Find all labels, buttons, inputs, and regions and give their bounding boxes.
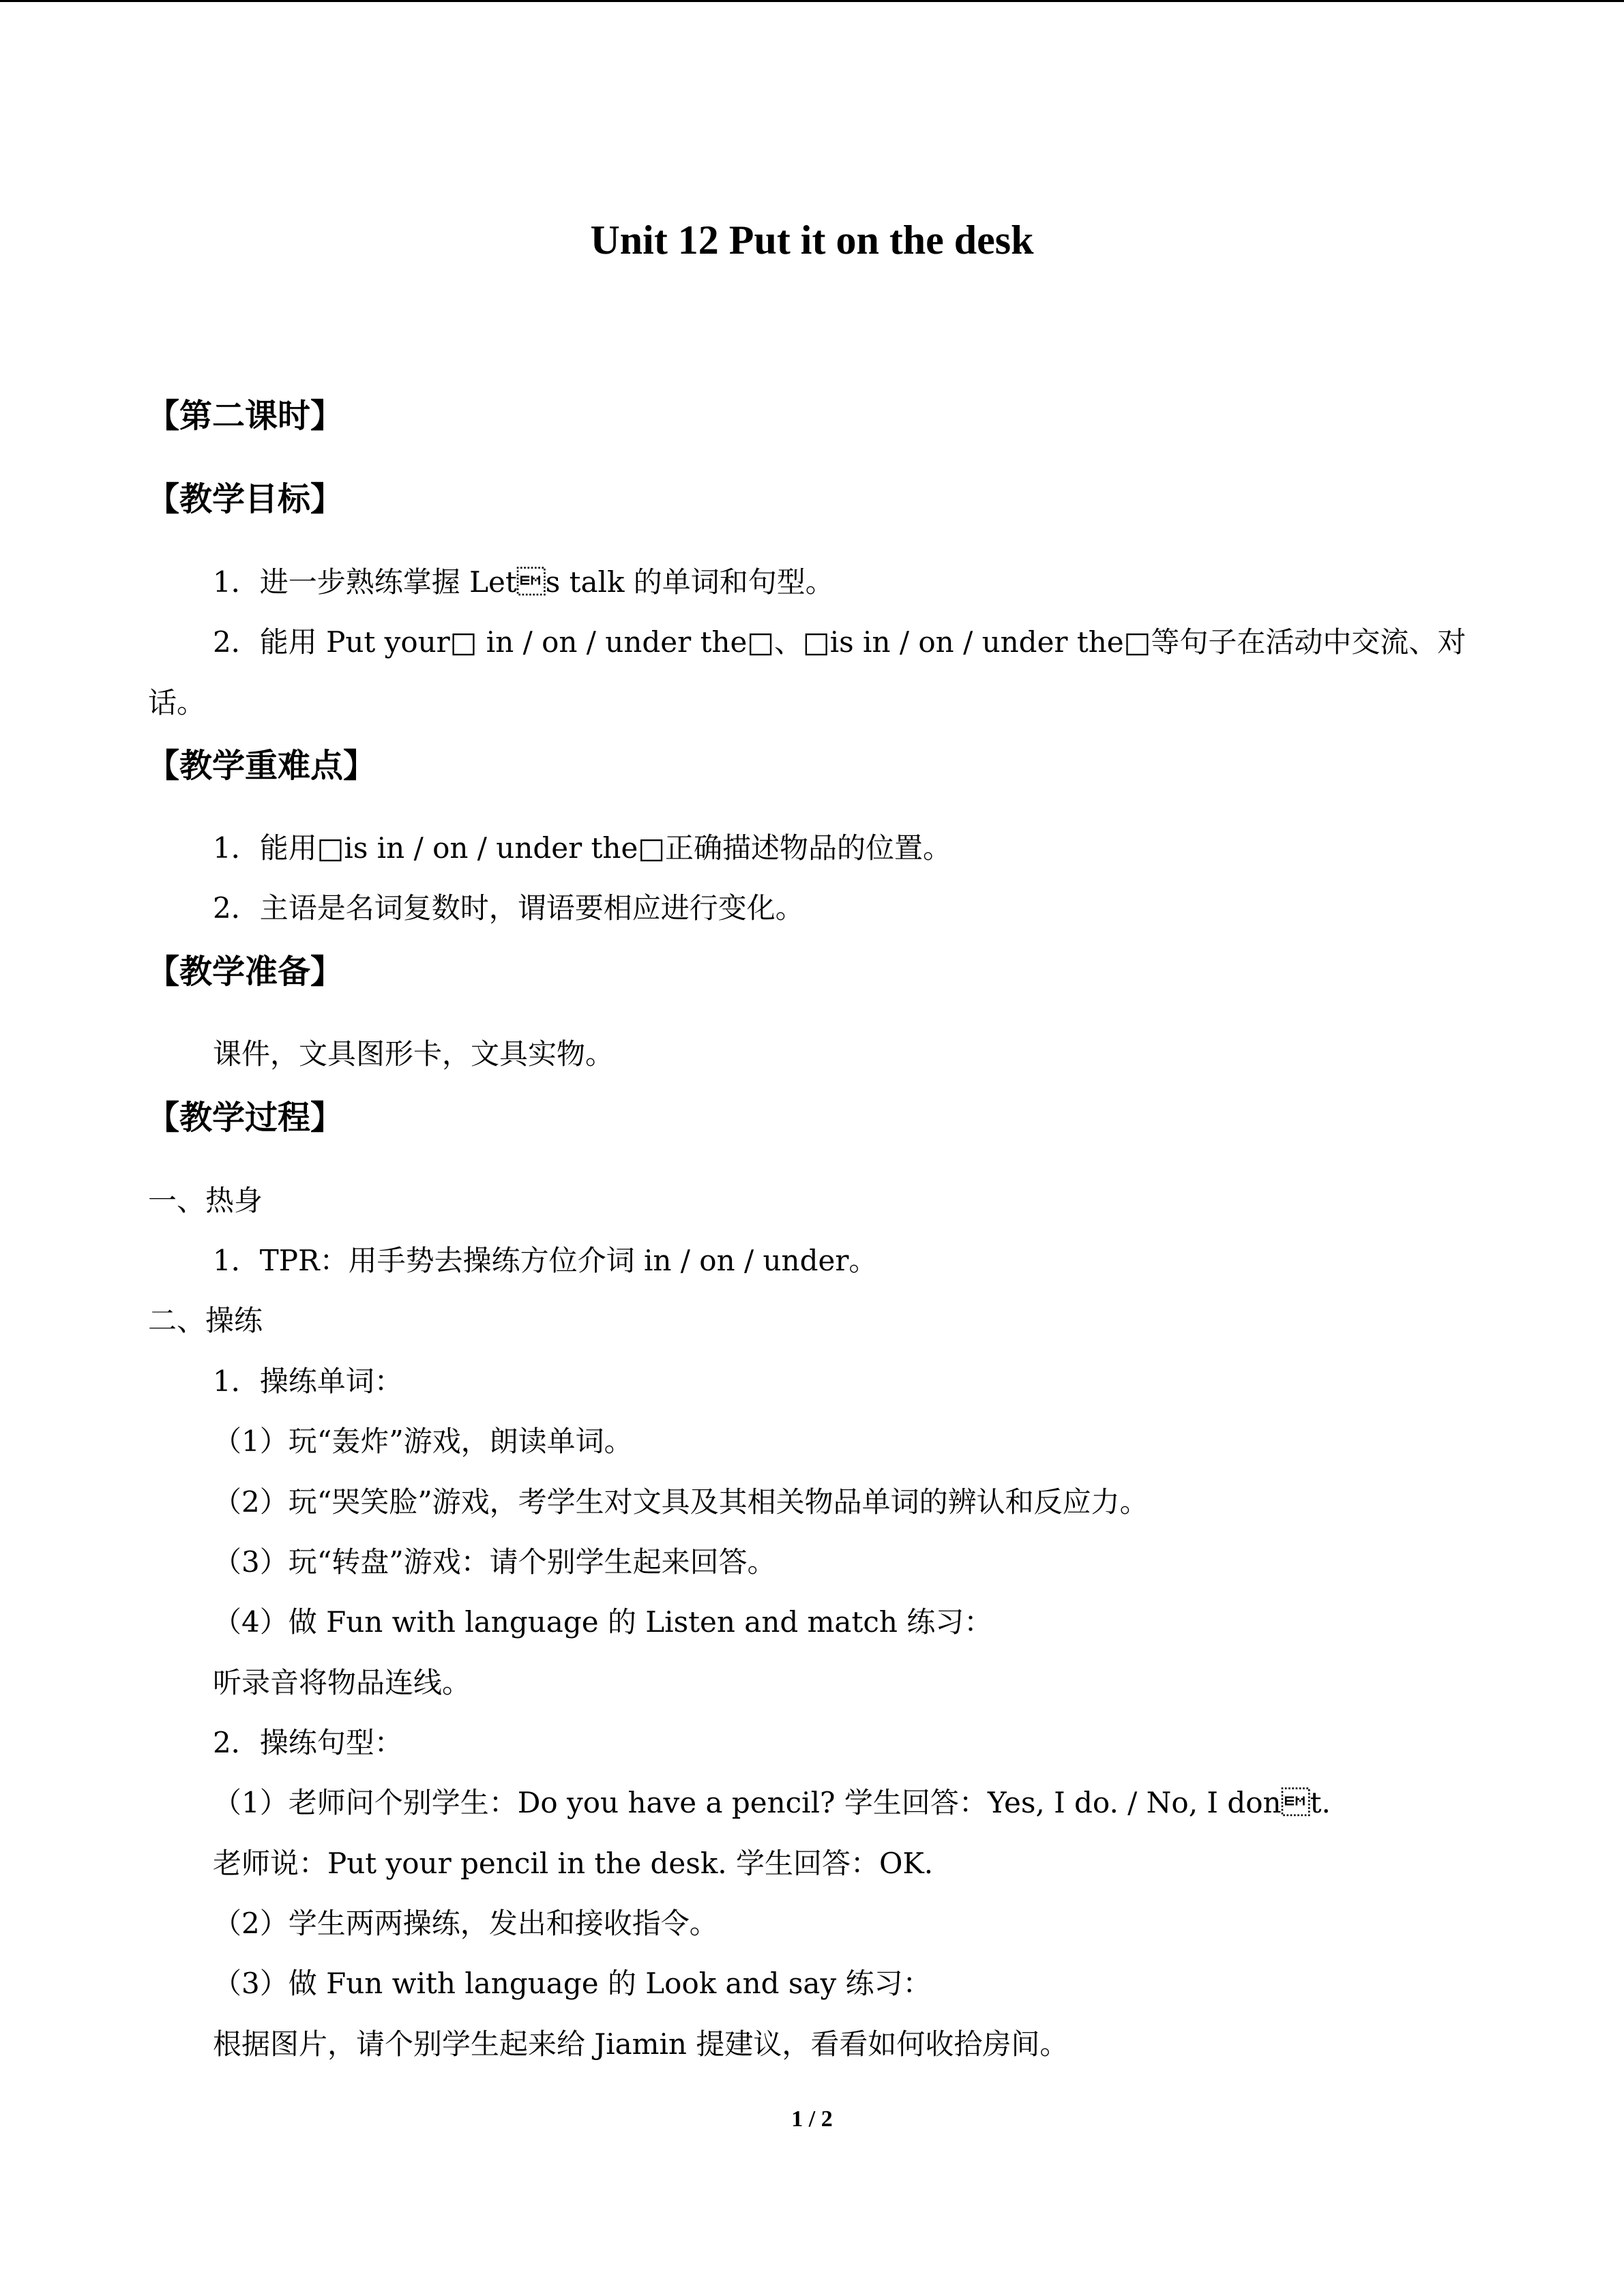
objective-item-2-continuation: 话。 [148, 686, 206, 719]
section-heading-lesson: 【第二课时】 [147, 397, 344, 435]
process-line: （2）学生两两操练，发出和接收指令。 [213, 1907, 718, 1940]
process-line: （1）老师问个别学生：Do you have a pencil? 学生回答：Yes, I do. / No, I dont. [213, 1786, 1331, 1819]
process-line: 1．操练单词： [213, 1365, 403, 1398]
section-heading-objectives: 【教学目标】 [147, 480, 344, 518]
process-line: （2）玩“哭笑脸”游戏，考学生对文具及其相关物品单词的辨认和反应力。 [213, 1485, 1149, 1519]
process-line: （3）做 Fun with language 的 Look and say 练习： [213, 1967, 932, 2000]
section-heading-preparation: 【教学准备】 [147, 953, 344, 991]
process-line: （3）玩“转盘”游戏：请个别学生起来回答。 [213, 1545, 776, 1579]
process-line: 根据图片，请个别学生起来给 Jiamin 提建议，看看如何收拾房间。 [213, 2027, 1069, 2061]
preparation-text: 课件，文具图形卡，文具实物。 [213, 1037, 615, 1071]
process-line: 老师说：Put your pencil in the desk. 学生回答：OK. [213, 1847, 934, 1880]
process-line: （4）做 Fun with language 的 Listen and match 练习： [213, 1605, 993, 1639]
process-step-warmup: 一、热身 [148, 1184, 263, 1217]
process-line: （1）玩“轰炸”游戏，朗读单词。 [213, 1425, 633, 1458]
objective-item-1: 1．进一步熟练掌握 Lets talk 的单词和句型。 [213, 565, 834, 599]
document-title: Unit 12 Put it on the desk [590, 218, 1034, 263]
process-step-practice: 二、操练 [148, 1304, 263, 1337]
key-point-item-2: 2．主语是名词复数时，谓语要相应进行变化。 [213, 891, 804, 925]
section-heading-key-points: 【教学重难点】 [147, 747, 377, 785]
section-heading-process: 【教学过程】 [147, 1099, 344, 1137]
key-point-item-1: 1．能用□is in / on / under the□正确描述物品的位置。 [213, 831, 951, 865]
process-line: 听录音将物品连线。 [213, 1666, 471, 1699]
objective-item-2: 2．能用 Put your□ in / on / under the□、□is in / on / under the□等句子在活动中交流、对 [213, 625, 1466, 659]
process-line: 1．TPR：用手势去操练方位介词 in / on / under。 [213, 1244, 878, 1277]
page-number: 1 / 2 [791, 2106, 833, 2132]
process-line: 2．操练句型： [213, 1726, 403, 1759]
